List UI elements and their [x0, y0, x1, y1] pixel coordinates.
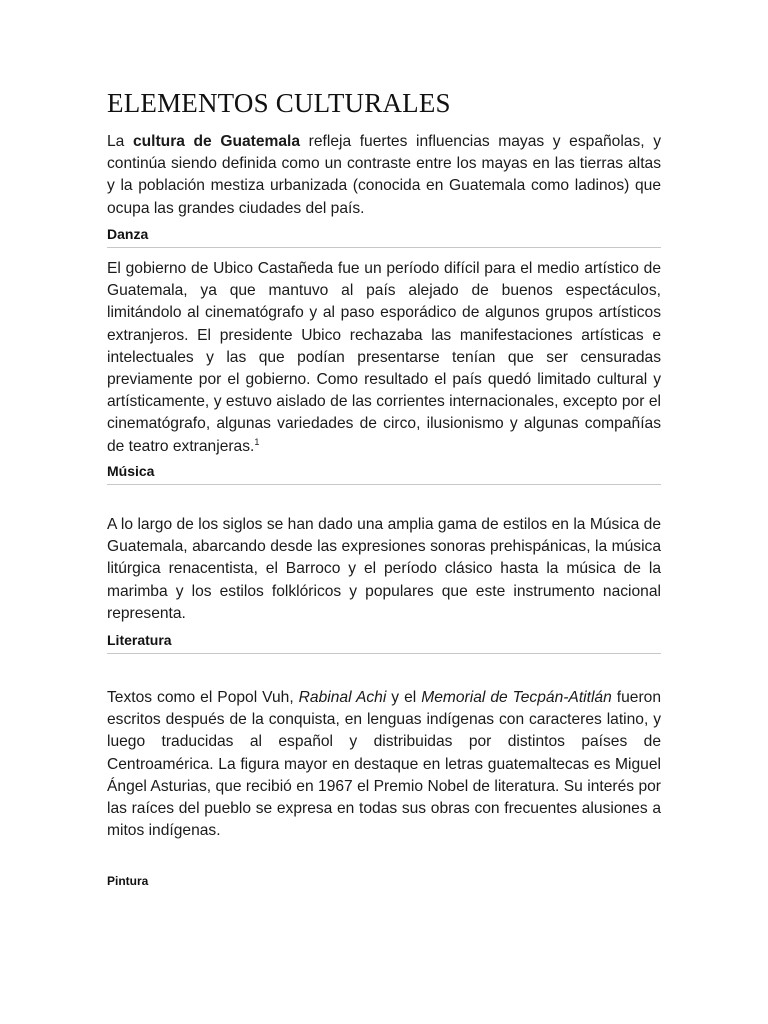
literatura-part1: Textos como el Popol Vuh,: [107, 689, 299, 706]
danza-text: El gobierno de Ubico Castañeda fue un período difícil para el medio artístico de Guatemala, ya que mantuvo al país alejado de buenos espectáculos, limitándolo al cinematógrafo y al paso esporádico de algunos grupos artísticos extranjeros. El presidente Ubico rechazaba las manifestaciones artísticas e intelectuales y las que podían presentarse tenían que ser censuradas previamente por el gobierno. Como resultado el país quedó limitado cultural y artísticamente, y estuvo aislado de las corrientes internacionales, excepto por el cinematógrafo, algunas variedades de circo, ilusionismo y algunas compañías de teatro extranjeras.: [107, 260, 661, 455]
intro-lead: La: [107, 133, 133, 150]
literatura-italic1: Rabinal Achi: [298, 689, 387, 706]
intro-paragraph: [107, 131, 661, 220]
intro-bold-term: cultura de Guatemala: [132, 133, 301, 150]
section-heading-literatura: Literatura: [107, 632, 661, 654]
footnote-marker[interactable]: 1: [254, 436, 260, 447]
page-title: ELEMENTOS CULTURALES: [107, 88, 451, 118]
section-heading-pintura: Pintura: [107, 874, 149, 888]
literatura-paragraph: [107, 687, 661, 842]
musica-paragraph: A lo largo de los siglos se han dado una amplia gama de estilos en la Música de Guatemala, abarcando desde las expresiones sonoras prehispánicas, la música litúrgica renacentista, el Barroco y el período clásico hasta la música de la marimba y los estilos folklóricos y populares que este instrumento nacional representa.: [107, 516, 661, 622]
section-heading-danza: Danza: [107, 226, 661, 248]
intro-rest: refleja fuertes influencias mayas y españolas, y continúa siendo definida como un contraste entre los mayas en las tierras altas y la población mestiza urbanizada (conocida en Guatemala como ladinos) que ocupa las grandes ciudades del país.: [107, 133, 661, 217]
literatura-part3: fueron escritos después de la conquista, en lenguas indígenas con caracteres latino, y luego traducidas al español y distribuidas por distintos países de Centroamérica. La figura mayor en destaque en letras guatemaltecas es Miguel Ángel Asturias, que recibió en 1967 el Premio Nobel de literatura. Su interés por las raíces del pueblo se expresa en todas sus obras con frecuentes alusiones a mitos indígenas.: [107, 689, 661, 840]
section-heading-musica: Música: [107, 463, 661, 485]
literatura-part2: y el: [386, 689, 422, 706]
literatura-italic2: Memorial de Tecpán-Atitlán: [421, 689, 612, 706]
danza-paragraph: [107, 258, 661, 458]
